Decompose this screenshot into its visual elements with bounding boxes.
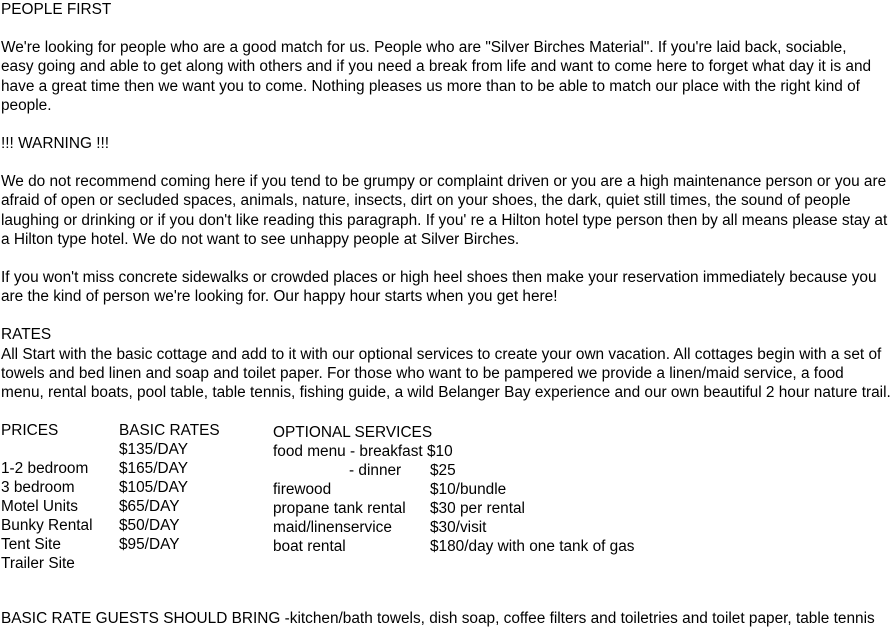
basic-rate: $50/DAY — [119, 517, 180, 535]
service-name: firewood — [273, 481, 332, 499]
service-row — [273, 461, 693, 480]
basic-rate: $105/DAY — [119, 479, 189, 497]
service-price: $180/day with one tank of gas — [430, 538, 635, 556]
service-price: $30 per rental — [430, 500, 525, 518]
basic-rate: $165/DAY — [119, 460, 189, 478]
price-label: Motel Units — [1, 498, 78, 516]
document-page — [1, 0, 891, 628]
service-price: $10 — [427, 443, 453, 461]
service-price: $30/visit — [430, 519, 487, 537]
warning-paragraph-2: If you won't miss concrete sidewalks or crowded places or high heel shoes then make your reservation immediately because you are the kind of person we're looking for. Our happy hour starts when you get here! — [1, 269, 877, 306]
price-label: Trailer Site — [1, 555, 75, 573]
warning-heading: !!! WARNING !!! — [1, 135, 110, 153]
prices-table — [1, 421, 891, 571]
service-name: maid/linenservice — [273, 519, 392, 537]
price-label: 3 bedroom — [1, 479, 75, 497]
bring-list: BASIC RATE GUESTS SHOULD BRING -kitchen/bath towels, dish soap, coffee filters and toiletries and toilet paper, table tennis — [1, 610, 875, 628]
people-first-paragraph: We're looking for people who are a good match for us. People who are "Silver Birches Material". If you're laid back, sociable, easy going and able to get along with others and if you need a break from life and want to come here to forget what day it is and have a great time then we want you to come. Nothing pleases us more than to be able to match our place with the right kind of people. — [1, 39, 872, 114]
price-label: Tent Site — [1, 536, 61, 554]
rates-heading: RATES — [1, 326, 52, 344]
service-row — [273, 442, 693, 461]
prices-labels-column — [1, 421, 119, 573]
optional-services-heading: OPTIONAL SERVICES — [273, 424, 433, 442]
price-label: Bunky Rental — [1, 517, 93, 535]
service-name: - dinner — [349, 462, 402, 480]
service-name: food menu - breakfast — [273, 443, 423, 461]
basic-rates-column — [119, 421, 269, 554]
service-row — [273, 537, 693, 556]
service-row — [273, 499, 693, 518]
service-price: $10/bundle — [430, 481, 507, 499]
warning-paragraph: We do not recommend coming here if you tend to be grumpy or complaint driven or you are a high maintenance person or you are afraid of open or secluded spaces, animals, nature, insects, dirt on your shoes, the dark, quiet still times, the sound of people laughing or drinking or if you don't like reading this paragraph. If you' re a Hilton hotel type person then by all means please stay at a Hilton type hotel. We do not want to see unhappy people at Silver Birches. — [1, 173, 888, 248]
basic-rate: $135/DAY — [119, 441, 189, 459]
service-name: boat rental — [273, 538, 346, 556]
prices-heading: PRICES — [1, 422, 59, 440]
basic-rates-heading: BASIC RATES — [119, 422, 220, 440]
basic-rate: $95/DAY — [119, 536, 180, 554]
people-first-heading: PEOPLE FIRST — [1, 1, 112, 18]
service-price: $25 — [430, 462, 456, 480]
service-row — [273, 480, 693, 499]
service-row — [273, 518, 693, 537]
service-name: propane tank rental — [273, 500, 406, 518]
price-label: 1-2 bedroom — [1, 460, 89, 478]
basic-rate: $65/DAY — [119, 498, 180, 516]
rates-paragraph: All Start with the basic cottage and add to it with our optional services to create your own vacation. All cottages begin with a set of towels and bed linen and soap and toilet paper. For those who want to be pampered we provide a linen/maid service, a food menu, rental boats, pool table, table tennis, fishing guide, a wild Belanger Bay experience and our own beautiful 2 hour nature trail. — [1, 345, 891, 402]
optional-services-column — [273, 423, 693, 556]
